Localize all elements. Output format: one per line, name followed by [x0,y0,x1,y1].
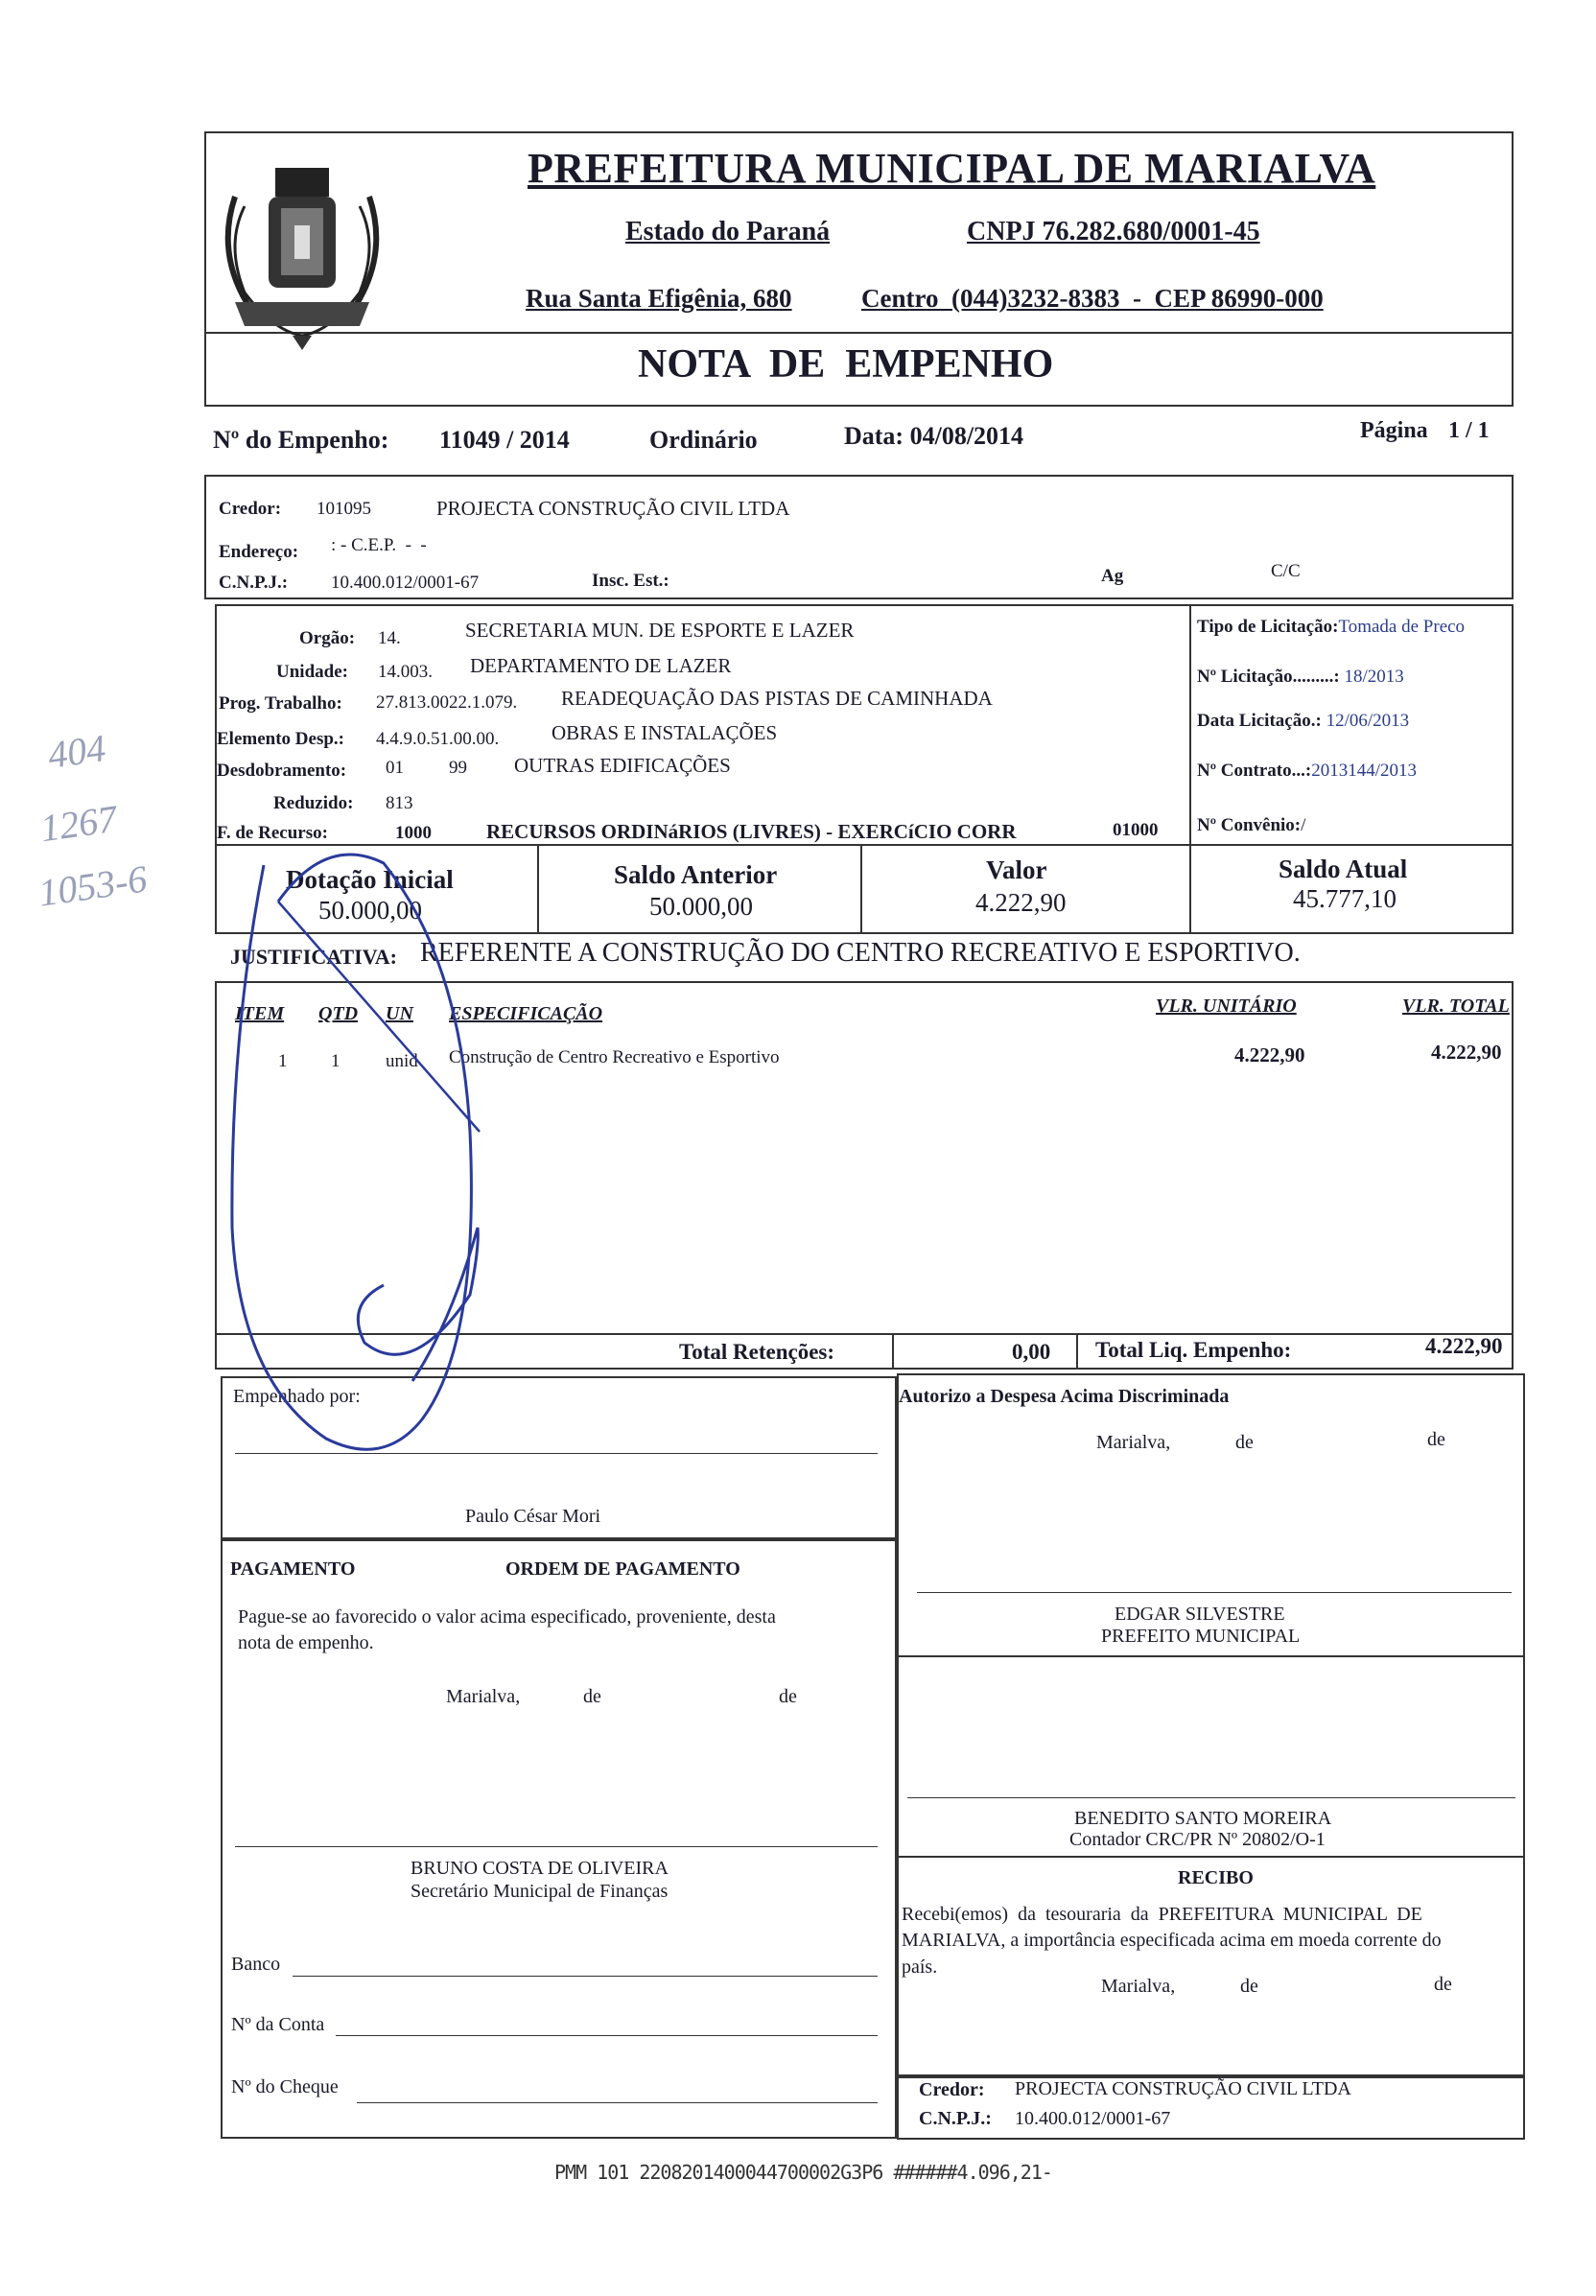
desdobramento-label: Desdobramento: [217,761,347,781]
page-label: Página [1360,418,1428,443]
cnpj-label: C.N.P.J.: [219,573,289,593]
data-licitacao-value: 12/06/2013 [1326,711,1410,731]
valor-label: Valor [986,855,1047,884]
empenho-date: Data: 04/08/2014 [844,422,1024,450]
licitacao-divider [1189,604,1191,846]
secretario-name: BRUNO COSTA DE OLIVEIRA [411,1858,669,1879]
numero-contrato [1197,761,1417,782]
recibo-credor-name: PROJECTA CONSTRUÇÃO CIVIL LTDA [1015,2078,1351,2099]
prefeito-box-bottom [897,1655,1525,1657]
numero-contrato-label: Nº Contrato...: [1197,761,1312,781]
recibo-text-line1: Recebi(emos) da tesouraria da PREFEITURA MUNICIPAL DE [902,1904,1422,1925]
desdobramento-subcode: 99 [449,758,467,778]
unidade-name: DEPARTAMENTO DE LAZER [470,654,732,677]
margin-note-1: 404 [45,726,108,777]
numero-licitacao-value: 18/2013 [1344,667,1404,687]
item-row-total: 4.222,90 [1431,1041,1502,1064]
recurso-name: RECURSOS ORDINáRIOS (LIVRES) - EXERCíCIO CORR [486,820,1017,843]
unidade-label: Unidade: [276,662,348,682]
justificativa-label: JUSTIFICATIVA: [230,945,398,969]
autorizo-de-1: de [1235,1432,1254,1453]
dotacao-inicial-label: Dotação Inicial [286,865,454,894]
numero-licitacao [1197,667,1404,688]
credor-address: : - C.E.P. - - [331,535,427,555]
orgao-code: 14. [378,628,401,648]
banco-line [293,1976,878,1977]
numero-convenio-value: / [1301,815,1306,835]
numero-contrato-value: 2013144/2013 [1311,761,1417,781]
prefeito-title: PREFEITO MUNICIPAL [1101,1626,1301,1647]
contador-title: Contador CRC/PR Nº 20802/O-1 [1069,1829,1326,1850]
ag-label: Ag [1101,566,1124,586]
col-header-qtd: QTD [318,1003,359,1024]
desdobramento-code: 01 [386,758,404,778]
prefeito-signature-line [917,1592,1512,1593]
header-address: Rua Santa Efigênia, 680 [526,284,792,313]
contador-box-bottom [897,1856,1525,1858]
secretario-signature-line [235,1846,878,1847]
municipality-title: PREFEITURA MUNICIPAL DE MARIALVA [528,145,1376,192]
prefeito-name: EDGAR SILVESTRE [1115,1604,1285,1625]
reduzido-code: 813 [386,793,413,813]
totals-divider-1 [892,1333,894,1370]
ink-signature [221,844,614,1477]
recurso-label: F. de Recurso: [217,823,328,843]
prog-label: Prog. Trabalho: [219,693,342,714]
conta-label: Nº da Conta [231,2014,325,2035]
secretario-title: Secretário Municipal de Finanças [411,1881,669,1902]
pagamento-de-2: de [779,1686,797,1707]
insc-est-label: Insc. Est.: [592,571,669,591]
tipo-licitacao-label: Tipo de Licitação: [1197,617,1339,637]
saldo-anterior-label: Saldo Anterior [614,860,778,889]
credor-label: Credor: [219,499,282,519]
recibo-text-line2: MARIALVA, a importância especificada acima em moeda corrente do [902,1930,1442,1951]
saldo-anterior-value: 50.000,00 [649,892,753,921]
empenho-number: 11049 / 2014 [439,426,570,454]
saldo-atual-value: 45.777,10 [1293,884,1396,913]
pagamento-box [221,1539,897,2139]
saldo-atual-label: Saldo Atual [1279,855,1408,883]
dotacao-inicial-value: 50.000,00 [318,896,422,925]
contador-name: BENEDITO SANTO MOREIRA [1074,1808,1332,1829]
total-retencoes-label: Total Retenções: [679,1340,835,1364]
data-licitacao-label: Data Licitação.: [1197,711,1322,731]
total-liq-value: 4.222,90 [1425,1334,1503,1358]
pagamento-text-line1: Pague-se ao favorecido o valor acima especificado, proveniente, desta [238,1606,776,1628]
cheque-line [357,2102,878,2103]
item-row-spec: Construção de Centro Recreativo e Esportivo [449,1047,780,1067]
numero-convenio-label: Nº Convênio: [1197,815,1302,835]
prog-code: 27.813.0022.1.079. [376,692,518,713]
empenho-type: Ordinário [649,426,758,454]
margin-note-2: 1267 [37,796,120,851]
item-row-qtd: 1 [331,1051,340,1071]
saldos-divider-2 [860,846,862,934]
pagamento-place: Marialva, [446,1686,521,1707]
recibo-credor-label: Credor: [919,2079,985,2100]
orgao-name: SECRETARIA MUN. DE ESPORTE E LAZER [465,619,855,642]
numero-convenio [1197,815,1305,836]
state-name: Estado do Paraná [625,217,831,246]
pagamento-de-1: de [583,1686,601,1707]
page-number: 1 / 1 [1448,418,1490,443]
credor-name: PROJECTA CONSTRUÇÃO CIVIL LTDA [436,497,790,520]
document-title: NOTA DE EMPENHO [638,342,1054,387]
saldos-divider-3 [1189,846,1191,934]
autorizo-label: Autorizo a Despesa Acima Discriminada [899,1386,1230,1407]
coat-of-arms-logo [206,149,398,350]
recibo-cnpj: 10.400.012/0001-67 [1015,2108,1171,2129]
item-row-un: unid [386,1051,418,1071]
pagamento-text-line2: nota de empenho. [238,1632,374,1653]
item-row-unit: 4.222,90 [1234,1043,1305,1066]
address-label: Endereço: [219,542,299,562]
elemento-name: OBRAS E INSTALAÇÕES [552,721,778,744]
margin-note-3: 1053-6 [35,856,150,915]
recurso-code: 1000 [395,823,432,843]
banco-label: Banco [231,1954,281,1975]
col-header-item: ITEM [235,1003,285,1024]
tipo-licitacao-value: Tomada de Preco [1338,617,1466,637]
col-header-spec: ESPECIFICAÇÃO [449,1003,603,1024]
empenhado-por-label: Empenhado por: [233,1386,361,1407]
totals-divider-2 [1076,1333,1078,1370]
data-licitacao [1197,711,1409,732]
footer-code: PMM 101 2208201400044700002G3P6 ######4.096,21- [554,2161,1052,2184]
recurso-fonte: 01000 [1113,820,1159,840]
elemento-label: Elemento Desp.: [217,729,344,749]
valor-value: 4.222,90 [975,888,1067,917]
autorizo-place: Marialva, [1096,1432,1171,1453]
recibo-de-2: de [1434,1974,1452,1995]
header-cnpj: CNPJ 76.282.680/0001-45 [967,217,1260,246]
credor-cnpj: 10.400.012/0001-67 [331,573,480,593]
total-retencoes-value: 0,00 [1012,1340,1051,1364]
autorizo-de-2: de [1427,1429,1445,1450]
orgao-label: Orgão: [299,628,356,648]
col-header-total: VLR. TOTAL [1402,996,1510,1017]
numero-licitacao-label: Nº Licitação.........: [1197,667,1340,687]
header-contact: Centro (044)3232-8383 - CEP 86990-000 [861,284,1324,313]
recibo-label: RECIBO [1178,1867,1254,1888]
recibo-text-line3: país. [902,1956,938,1978]
justificativa-text: REFERENTE A CONSTRUÇÃO DO CENTRO RECREATIVO E ESPORTIVO. [420,938,1301,968]
cc-label: C/C [1271,561,1301,581]
col-header-un: UN [386,1003,413,1024]
header-divider [204,332,1514,334]
pagamento-label: PAGAMENTO [230,1558,356,1580]
recibo-cnpj-label: C.N.P.J.: [919,2108,992,2129]
total-liq-label: Total Liq. Empenho: [1095,1338,1292,1362]
autorizo-box [897,1373,1525,2078]
item-row-number: 1 [278,1051,288,1071]
conta-line [336,2035,878,2036]
cheque-label: Nº do Cheque [231,2076,339,2097]
tipo-licitacao [1197,617,1465,638]
empenho-number-label: Nº do Empenho: [213,426,389,454]
unidade-code: 14.003. [378,662,433,682]
elemento-code: 4.4.9.0.51.00.00. [376,729,500,749]
reduzido-label: Reduzido: [273,793,354,813]
recibo-de-1: de [1240,1976,1258,1997]
contador-signature-line [907,1797,1515,1798]
col-header-unit: VLR. UNITÁRIO [1156,996,1297,1017]
prog-name: READEQUAÇÃO DAS PISTAS DE CAMINHADA [561,687,993,710]
ordem-pagamento-label: ORDEM DE PAGAMENTO [505,1558,740,1580]
recibo-place: Marialva, [1101,1976,1176,1997]
empenhado-por-name: Paulo César Mori [465,1506,601,1527]
desdobramento-name: OUTRAS EDIFICAÇÕES [514,754,731,777]
credor-code: 101095 [317,499,371,519]
